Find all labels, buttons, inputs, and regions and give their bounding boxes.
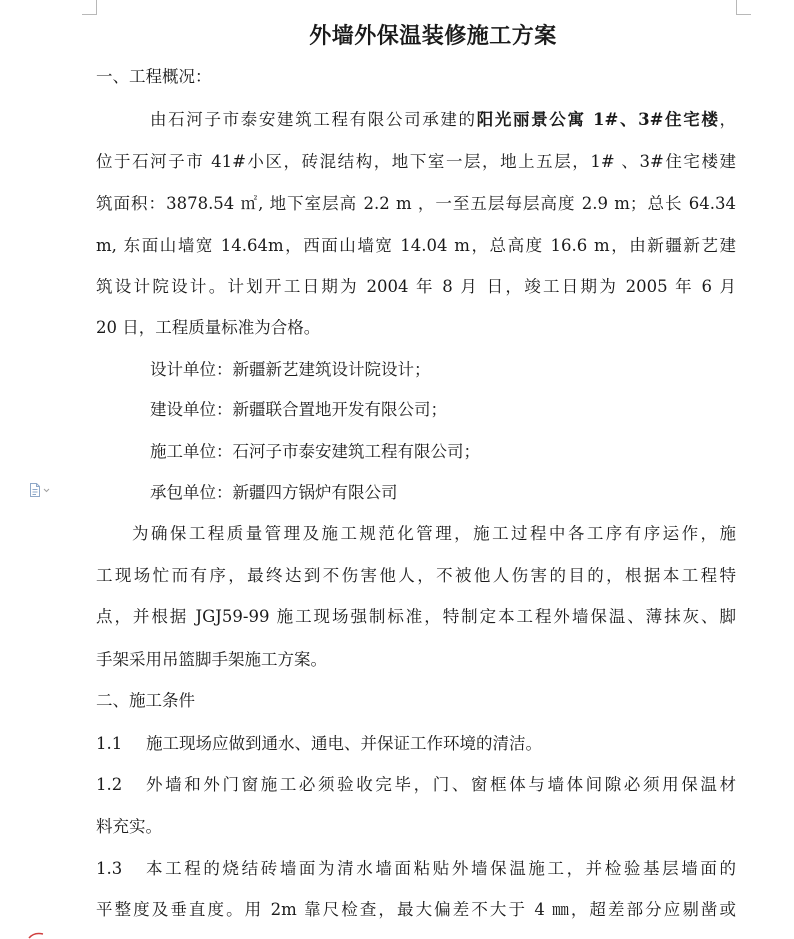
condition-number: 1.1 [96,734,123,753]
condition-number: 1.3 [96,859,123,878]
overview-text-c: ， [719,110,737,129]
overview-line-1 [150,109,736,131]
condition-text: 外墙和外门窗施工必须验收完毕，门、窗框体与墙体间隙必须用保温材 [146,775,736,794]
overview-line-5: 筑设计院设计。计划开工日期为 2004 年 8 月 日，竣工日期为 2005 年 6 月 [96,277,736,296]
condition-text: 本工程的烧结砖墙面为清水墙面粘贴外墙保温施工，并检验基层墙面的 [146,859,736,878]
overview-line-4: m, 东面山墙宽 14.64m，西面山墙宽 14.04 m，总高度 16.6 m，由新疆新艺建 [96,236,736,255]
margin-marker-icon [28,932,44,939]
section-heading-overview: 一、工程概况： [96,67,212,86]
condition-text-continued: 平整度及垂直度。用 2m 靠尺检查，最大偏差不大于 4 ㎜，超差部分应剔凿或 [96,900,736,919]
overview-text-a: 由石河子市泰安建筑工程有限公司承建的 [150,110,477,129]
section-heading-conditions: 二、施工条件 [96,691,195,710]
unit-contractor: 承包单位：新疆四方锅炉有限公司 [150,483,398,502]
purpose-line-4: 手架采用吊篮脚手架施工方案。 [96,650,327,669]
project-name: 阳光丽景公寓 1#、3#住宅楼 [476,110,720,129]
unit-construction-owner: 建设单位：新疆联合置地开发有限公司； [150,400,447,419]
condition-number: 1.2 [96,775,123,794]
page-corner-mark-right [736,0,751,15]
overview-line-3: 筑面积：3878.54 ㎡, 地下室层高 2.2 m ，一至五层每层高度 2.9 m；总长 64.34 [96,194,736,213]
purpose-line-3: 点，并根据 JGJ59-99 施工现场强制标准，特制定本工程外墙保温、薄抹灰、脚 [96,607,736,626]
condition-text: 施工现场应做到通水、通电、并保证工作环境的清洁。 [146,734,542,753]
document-icon[interactable] [29,483,51,497]
purpose-line-1: 为确保工程质量管理及施工规范化管理，施工过程中各工序有序运作，施 [132,524,736,543]
unit-design: 设计单位：新疆新艺建筑设计院设计； [150,360,431,379]
unit-builder: 施工单位：石河子市泰安建筑工程有限公司； [150,442,480,461]
condition-text-continued: 料充实。 [96,817,162,836]
overview-line-6: 20 日，工程质量标准为合格。 [96,318,321,337]
purpose-line-2: 工现场忙而有序，最终达到不伤害他人，不被他人伤害的目的，根据本工程特 [96,566,736,585]
overview-line-2: 位于石河子市 41#小区，砖混结构，地下室一层，地上五层，1# 、3#住宅楼建 [96,152,736,171]
document-title: 外墙外保温装修施工方案 [309,23,557,49]
page-corner-mark-left [82,0,97,15]
